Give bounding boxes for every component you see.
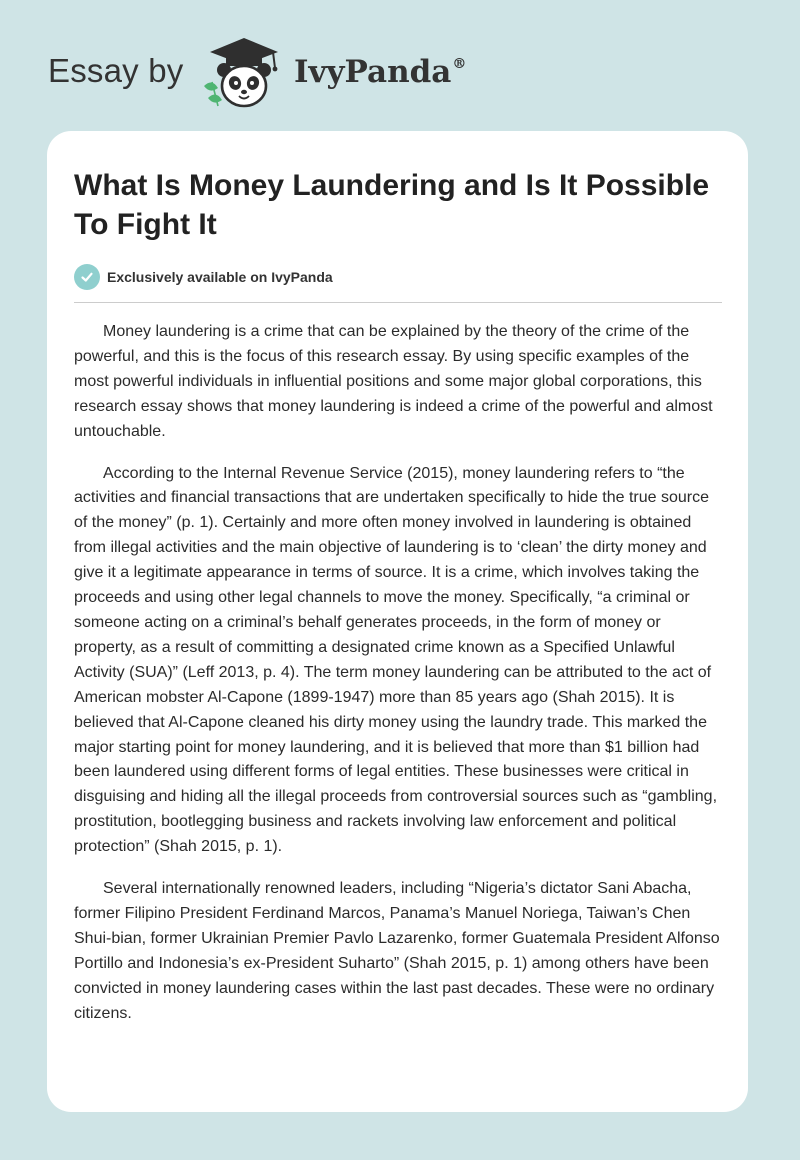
- exclusive-badge-text: Exclusively available on IvyPanda: [107, 269, 333, 285]
- brand-name[interactable]: IvyPanda®: [294, 54, 467, 90]
- paragraph: Money laundering is a crime that can be explained by the theory of the crime of the powerful, and this is the focus of this research essay. By using specific examples of the most powerful individuals in influential positions and some major global corporations, this research essay shows that money laundering is indeed a crime of the powerful and almost untouchable.: [74, 323, 713, 440]
- essay-card: [47, 131, 748, 1112]
- exclusive-badge: [74, 264, 333, 290]
- essay-title: What Is Money Laundering and Is It Possible To Fight It: [74, 169, 710, 241]
- essay-body: [74, 320, 723, 1043]
- paragraph: Several internationally renowned leaders, including “Nigeria’s dictator Sani Abacha, former Filipino President Ferdinand Marcos, Panama’s Manuel Noriega, Taiwan’s Chen Shui-bian, former Ukrainian Premier Pavlo Lazarenko, former Guatemala President Alfonso Portillo and Indonesia’s ex-President Suharto” (Shah 2015, p. 1) among others have been convicted in money laundering cases within the last past decades. These were no ordinary citizens.: [74, 880, 720, 1022]
- panda-graduate-logo-icon: [198, 34, 286, 110]
- check-icon: [74, 264, 100, 290]
- registered-mark: ®: [452, 56, 467, 72]
- site-header: [48, 30, 508, 110]
- paragraph: According to the Internal Revenue Service (2015), money laundering refers to “the activities and financial transactions that are undertaken specifically to hide the true source of the money” (p. 1). Certainly and more often money involved in laundering is obtained from illegal activities and the main objective of laundering is to ‘clean’ the dirty money and give it a legitimate appearance in terms of source. It is a crime, which involves taking the proceeds and using other legal channels to move the money. Specifically, “a criminal or someone acting on a criminal’s behalf generates proceeds, in the form of money or property, as a result of committing a designated crime known as a Specified Unlawful Activity (SUA)” (Leff 2013, p. 4). The term money laundering can be attributed to the act of American mobster Al-Capone (1899-1947) more than 85 years ago (Shah 2015). It is believed that Al-Capone cleaned his dirty money using the laundry trade. This marked the major starting point for money laundering, and it is believed that more than $1 billion had been laundered using different forms of legal entities. These businesses were critical in disguising and hiding all the illegal proceeds from controversial sources such as “gambling, prostitution, bootlegging business and rackets involving law enforcement and political protection” (Shah 2015, p. 1).: [74, 464, 718, 856]
- title-divider: [74, 302, 722, 303]
- essay-by-label: Essay by: [48, 52, 184, 89]
